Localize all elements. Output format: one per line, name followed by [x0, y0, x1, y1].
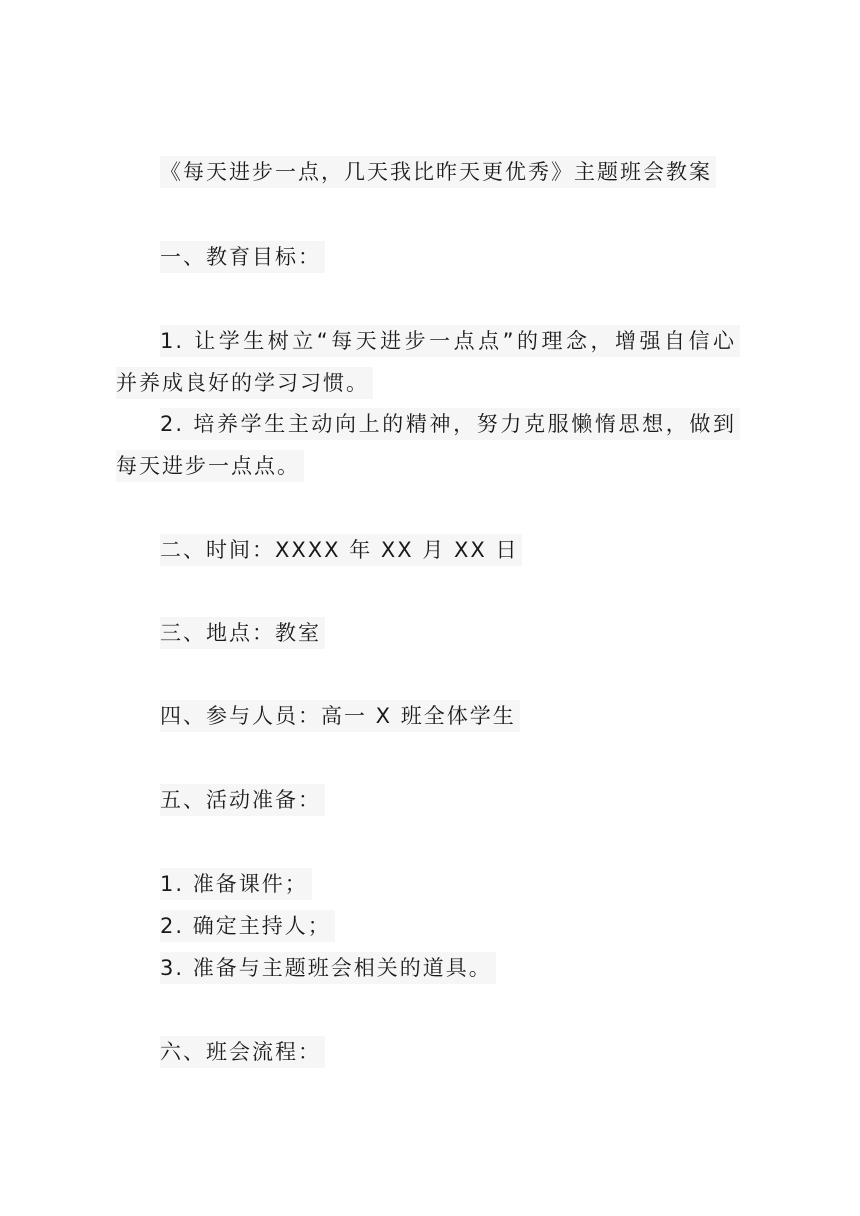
document-title: 《每天进步一点，几天我比昨天更优秀》主题班会教案 — [160, 156, 716, 188]
goal-1-line-1: 1. 让学生树立“每天进步一点点”的理念，增强自信心 — [160, 325, 740, 357]
goal-2-line-1: 2. 培养学生主动向上的精神，努力克服懒惰思想，做到 — [160, 408, 740, 440]
section-heading-preparation: 五、活动准备： — [160, 784, 325, 816]
section-participants: 四、参与人员：高一 X 班全体学生 — [160, 700, 520, 732]
goal-2-line-2: 每天进步一点点。 — [116, 450, 304, 482]
prep-item-3: 3. 准备与主题班会相关的道具。 — [160, 952, 496, 984]
section-place: 三、地点：教室 — [160, 617, 325, 649]
section-heading-goals: 一、教育目标： — [160, 241, 325, 273]
section-time: 二、时间：XXXX 年 XX 月 XX 日 — [160, 534, 522, 566]
section-heading-process: 六、班会流程： — [160, 1036, 325, 1068]
prep-item-2: 2. 确定主持人； — [160, 910, 335, 942]
prep-item-1: 1. 准备课件； — [160, 868, 312, 900]
goal-1-line-2: 并养成良好的学习习惯。 — [116, 367, 373, 399]
